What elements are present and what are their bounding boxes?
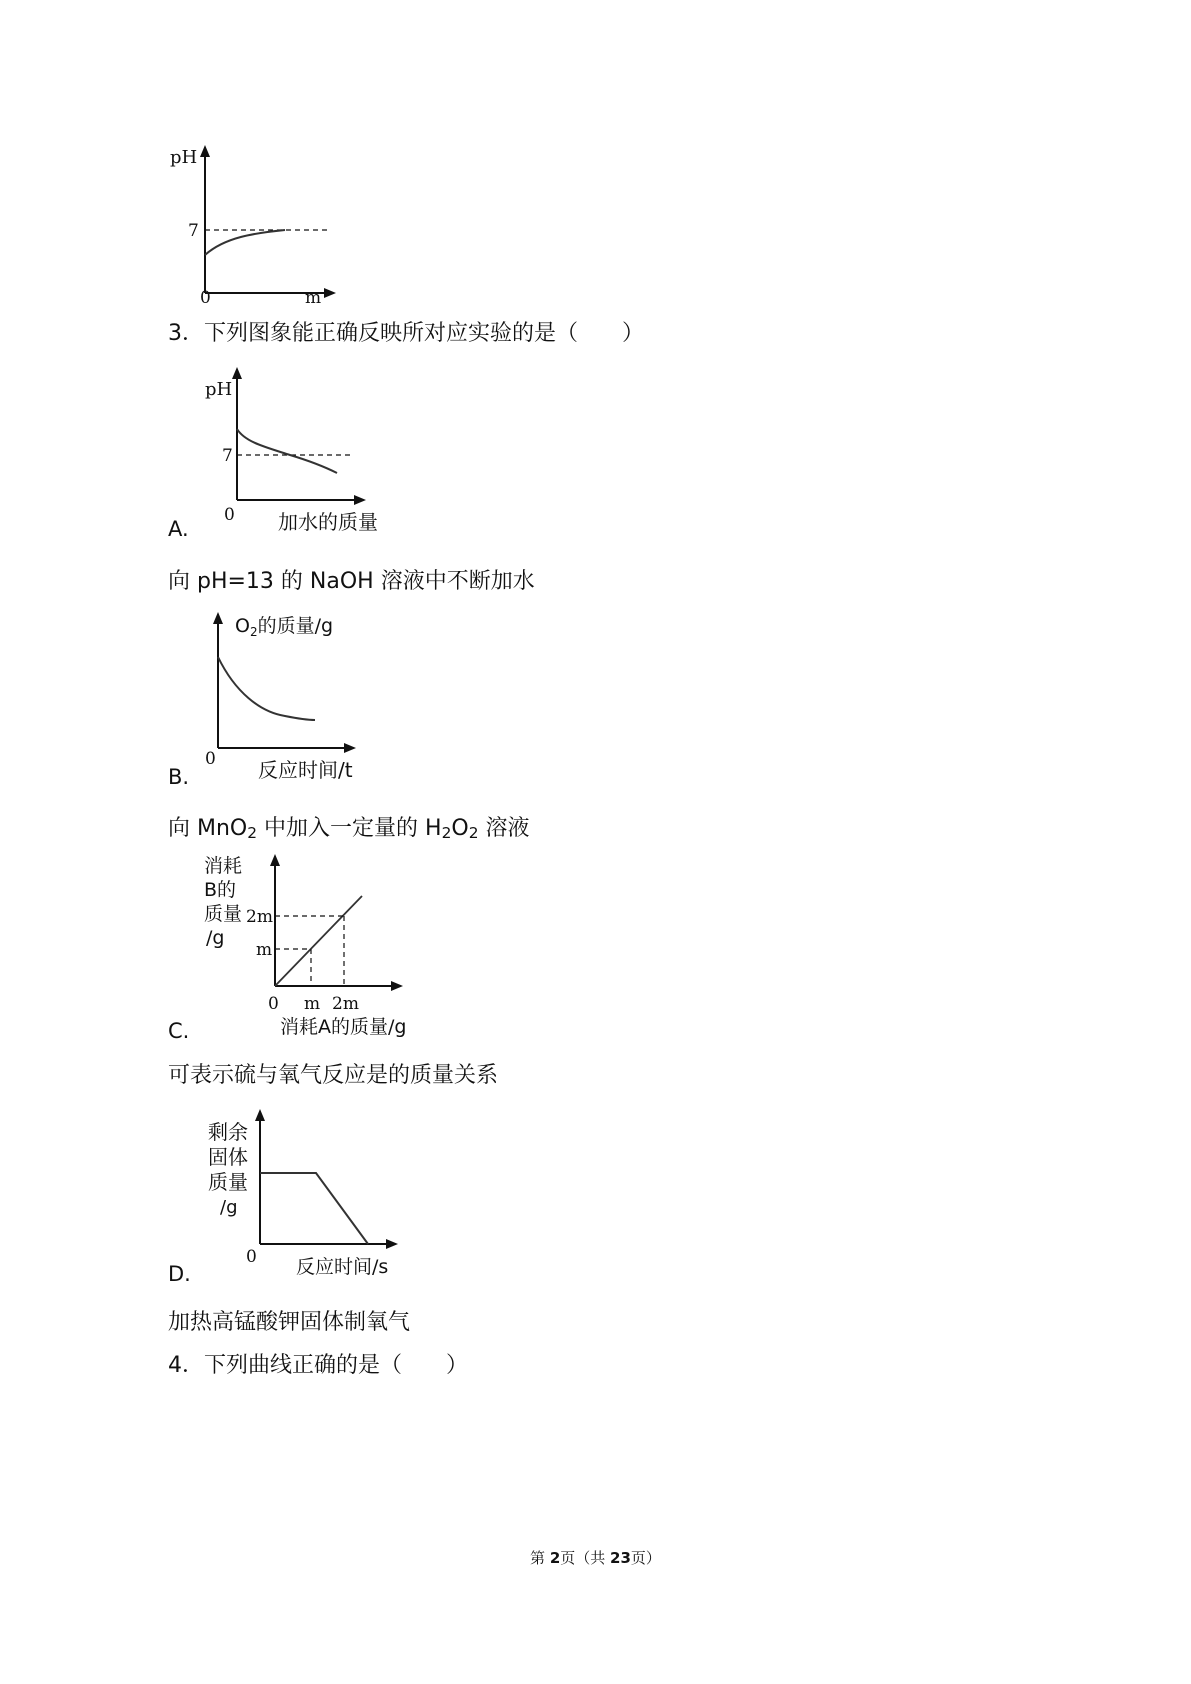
y-axis-label: pH bbox=[205, 379, 233, 400]
option-c-graph bbox=[200, 852, 420, 1042]
y-axis-label: pH bbox=[170, 147, 198, 168]
question-text: 下列图象能正确反映所对应实验的是（ ） bbox=[204, 321, 645, 346]
option-c-caption: 可表示硫与氧气反应是的质量关系 bbox=[168, 1063, 499, 1088]
y-axis-label-line-1: 消耗 bbox=[204, 855, 243, 877]
o2-curve bbox=[218, 657, 315, 720]
option-b-graph bbox=[200, 612, 400, 787]
current-page-number: 2 bbox=[549, 1549, 561, 1567]
option-c-label: C. bbox=[168, 1019, 190, 1043]
origin-label: 0 bbox=[246, 1247, 257, 1267]
x-axis-label: 反应时间/t bbox=[258, 758, 353, 782]
x-axis-arrow bbox=[391, 981, 403, 991]
y-axis-label-line-3: 质量 bbox=[208, 1170, 248, 1194]
question-number: 3． bbox=[168, 321, 204, 346]
option-a-caption: 向 pH=13 的 NaOH 溶液中不断加水 bbox=[168, 569, 535, 594]
y-axis-arrow bbox=[255, 1109, 265, 1121]
y-axis-label-line-4: /g bbox=[220, 1197, 238, 1218]
y-axis-arrow bbox=[213, 612, 223, 624]
figure-top-ph-graph bbox=[170, 145, 370, 325]
ph-curve bbox=[205, 230, 285, 255]
question-number: 4． bbox=[168, 1353, 204, 1378]
option-a-graph bbox=[200, 367, 400, 537]
x-axis-arrow bbox=[386, 1239, 398, 1249]
question-4 bbox=[168, 1348, 468, 1379]
y-axis-label-line-2: B的 bbox=[204, 879, 237, 901]
x-axis-arrow bbox=[354, 495, 366, 505]
origin-label: 0 bbox=[205, 749, 216, 769]
y-axis-arrow bbox=[270, 854, 280, 866]
option-a-label: A. bbox=[168, 517, 189, 541]
origin-label: 0 bbox=[268, 994, 279, 1014]
option-b-caption: 向 MnO$_2$ 中加入一定量的 $H_2O_2$ 溶液 bbox=[168, 816, 530, 843]
y-axis-arrow bbox=[200, 145, 210, 157]
y-tick-m: m bbox=[256, 940, 273, 960]
y-axis-label: $O_2$的质量/g bbox=[235, 615, 334, 639]
x-tick-m: m bbox=[304, 994, 321, 1014]
ph-curve bbox=[237, 429, 337, 473]
y-axis-label-line-2: 固体 bbox=[208, 1145, 248, 1169]
ref-value-label: 7 bbox=[222, 446, 233, 466]
question-3 bbox=[168, 316, 644, 347]
x-axis-label: 加水的质量 bbox=[278, 510, 378, 534]
option-d-caption: 加热高锰酸钾固体制氧气 bbox=[168, 1310, 411, 1335]
ref-value-label: 7 bbox=[188, 221, 199, 241]
y-axis-label-line-3: 质量 bbox=[204, 903, 243, 925]
y-axis-arrow bbox=[232, 367, 242, 379]
page-footer: 第 2页（共 23页） bbox=[530, 1549, 661, 1567]
question-text: 下列曲线正确的是（ ） bbox=[204, 1353, 469, 1378]
x-axis-arrow bbox=[344, 743, 356, 753]
y-axis-label-line-4: /g bbox=[206, 927, 225, 949]
x-axis-label: m bbox=[305, 288, 322, 308]
remaining-solid-line bbox=[260, 1173, 368, 1244]
origin-label: 0 bbox=[200, 288, 211, 308]
proportional-line bbox=[275, 896, 362, 986]
option-b-label: B. bbox=[168, 765, 190, 789]
total-pages: 23 bbox=[610, 1549, 631, 1567]
y-tick-2m: 2m bbox=[246, 907, 273, 927]
x-axis-label: 反应时间/s bbox=[296, 1256, 389, 1278]
x-axis-label: 消耗A的质量/g bbox=[280, 1016, 407, 1038]
option-d-label: D. bbox=[168, 1262, 191, 1286]
y-axis-label-line-1: 剩余 bbox=[208, 1120, 248, 1144]
x-axis-arrow bbox=[324, 288, 336, 298]
x-tick-2m: 2m bbox=[332, 994, 359, 1014]
origin-label: 0 bbox=[224, 505, 235, 525]
option-d-graph bbox=[200, 1105, 420, 1285]
